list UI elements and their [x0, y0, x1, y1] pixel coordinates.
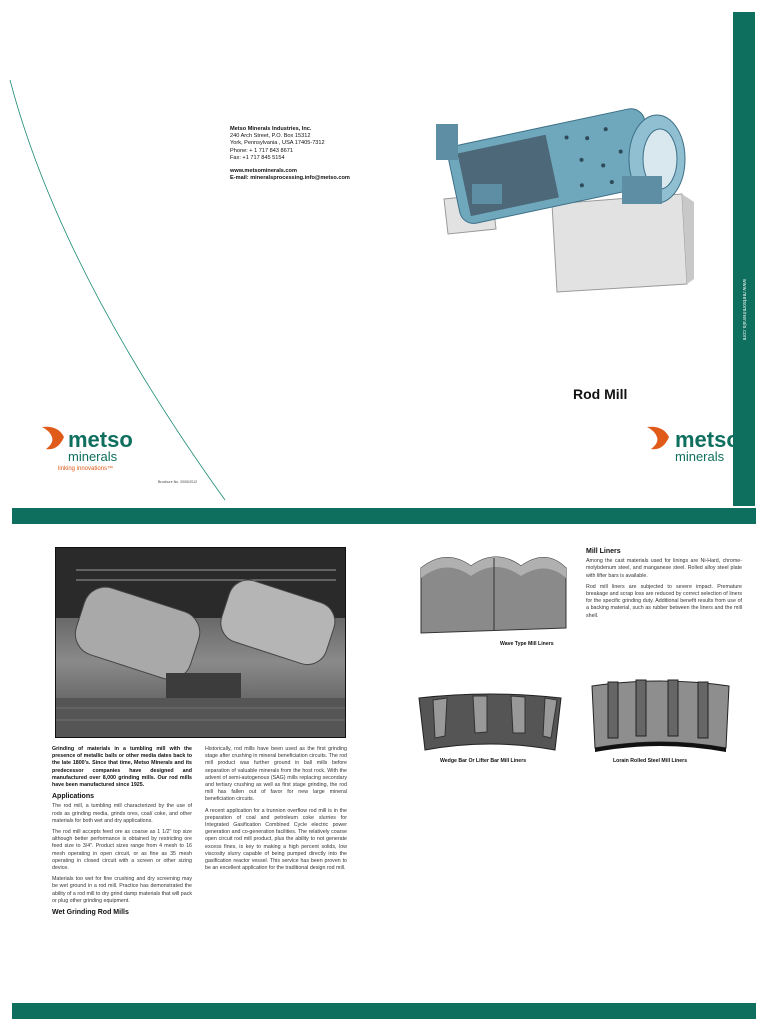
caption-wedge-liners: Wedge Bar Or Lifter Bar Mill Liners — [440, 758, 527, 764]
logo-word-metso: metso — [675, 427, 740, 452]
wet-grinding-heading: Wet Grinding Rod Mills — [52, 909, 129, 917]
caption-wave-liners: Wave Type Mill Liners — [500, 641, 554, 647]
mill-liners-paragraph-2: Rod mill liners are subjected to severe impact. Premature breakage and scrap loss are reduced by correct selection of liners for the specific grinding duty. Additional benefit results from use of a backing material, such as rubber between the liners and the mill shell. — [586, 583, 742, 619]
email: E-mail: mineralsprocessing.info@metso.com — [230, 175, 350, 182]
applications-paragraph-3: Materials too wet for fine crushing and dry screening may be wet ground in a rod mill. Practice has demonstrated the ability of a rod mill to dry grind damp materials that will pack or plug other grinding equipment. — [52, 876, 192, 904]
applications-paragraph-2: The rod mill accepts feed ore as coarse as 1 1/2" top size although better performance is obtained by restricting ore feed size to 3/4". Product sizes range from 4 mesh to 16 mesh operating in open circuit, or as fine as 35 mesh operating in closed circuit with a screen or other sizing device. — [52, 829, 192, 872]
mill-liners-section — [586, 548, 742, 624]
cover-title: Rod Mill — [573, 386, 628, 402]
website: www.metsominerals.com — [230, 168, 297, 175]
rod-mill-plant-photo — [55, 547, 346, 738]
logo-word-metso: metso — [68, 427, 133, 452]
caption-lorain-liners: Lorain Rolled Steel Mill Liners — [613, 758, 688, 764]
text-column-2 — [205, 746, 347, 876]
phone: Phone: + 1 717 843 8671 — [230, 147, 293, 154]
applications-heading: Applications — [52, 793, 95, 801]
plant-photo-drawing — [56, 548, 345, 737]
mill-liners-heading: Mill Liners — [586, 548, 621, 555]
rod-mill-illustration — [432, 84, 694, 294]
fold-bar-top — [12, 508, 756, 524]
fold-bar-bottom — [12, 1003, 756, 1019]
address-line-1: 240 Arch Street, P.O. Box 15312 — [230, 133, 311, 140]
tagline: linking innovations™ — [58, 466, 114, 472]
intro-paragraph: Grinding of materials in a tumbling mill with the presence of metallic balls or other media dates back to the late 1800's. Since that time, Metso Minerals and its predecessor companies have designed and manufactured over 8,000 grinding mills. Our rod mills have been manufactured since 1925. — [52, 746, 192, 789]
contact-block — [230, 126, 350, 182]
brochure-number: Brochure No. 2005/2012 — [158, 480, 198, 484]
text-column-1 — [52, 746, 192, 919]
wave-liner-image — [416, 548, 572, 638]
address-line-2: York, Pennsylvania , USA 17405-7312 — [230, 140, 325, 147]
metso-mark-icon — [645, 423, 671, 453]
company-name: Metso Minerals Industries, Inc. — [230, 126, 312, 132]
lorain-liner-image — [588, 674, 733, 754]
application-paragraph: A recent application for a trunnion overflow rod mill is in the preparation of coal and petroleum coke slurries for Integrated Gasification Combined Cycle electric power generation and co-generation facilities. The relatively coarse open circuit rod mill product, plus the ability to not generate excess fines, is key to making a high percent solids, low viscosity slurry capable of being pumped directly into the gasification reactor vessel. This service has been proven to be an excellent application for the traditional design rod mill. — [205, 807, 347, 872]
mill-liners-paragraph-1: Among the cast materials used for linings are Ni-Hard, chrome-molybdenum steel, and manganese steel. Rolled alloy steel plate with lifter bars is available. — [586, 558, 742, 579]
metso-mark-icon — [40, 423, 66, 453]
spine-url: www.metsominerals.com — [741, 279, 747, 341]
wedge-liner-image — [415, 688, 565, 754]
logo-word-minerals: minerals — [68, 449, 118, 464]
applications-paragraph-1: The rod mill, a tumbling mill characterized by the use of rods as grinding media, grinds ores, coal/ coke, and other materials for both wet and dry applications. — [52, 803, 192, 824]
logo-word-minerals: minerals — [675, 449, 725, 464]
history-paragraph: Historically, rod mills have been used as the first grinding stage after crushing in mineral beneficiation circuits. The rod mill product was further ground in ball mills before separation of valuable minerals from the host rock. With the advent of semi-autogenous (SAG) mills replacing secondary and tertiary crushing as well as first stage grinding, the rod mill has fallen out of favor for new large mineral beneficiation circuits. — [205, 746, 347, 803]
fax: Fax: +1 717 845 5154 — [230, 154, 285, 161]
